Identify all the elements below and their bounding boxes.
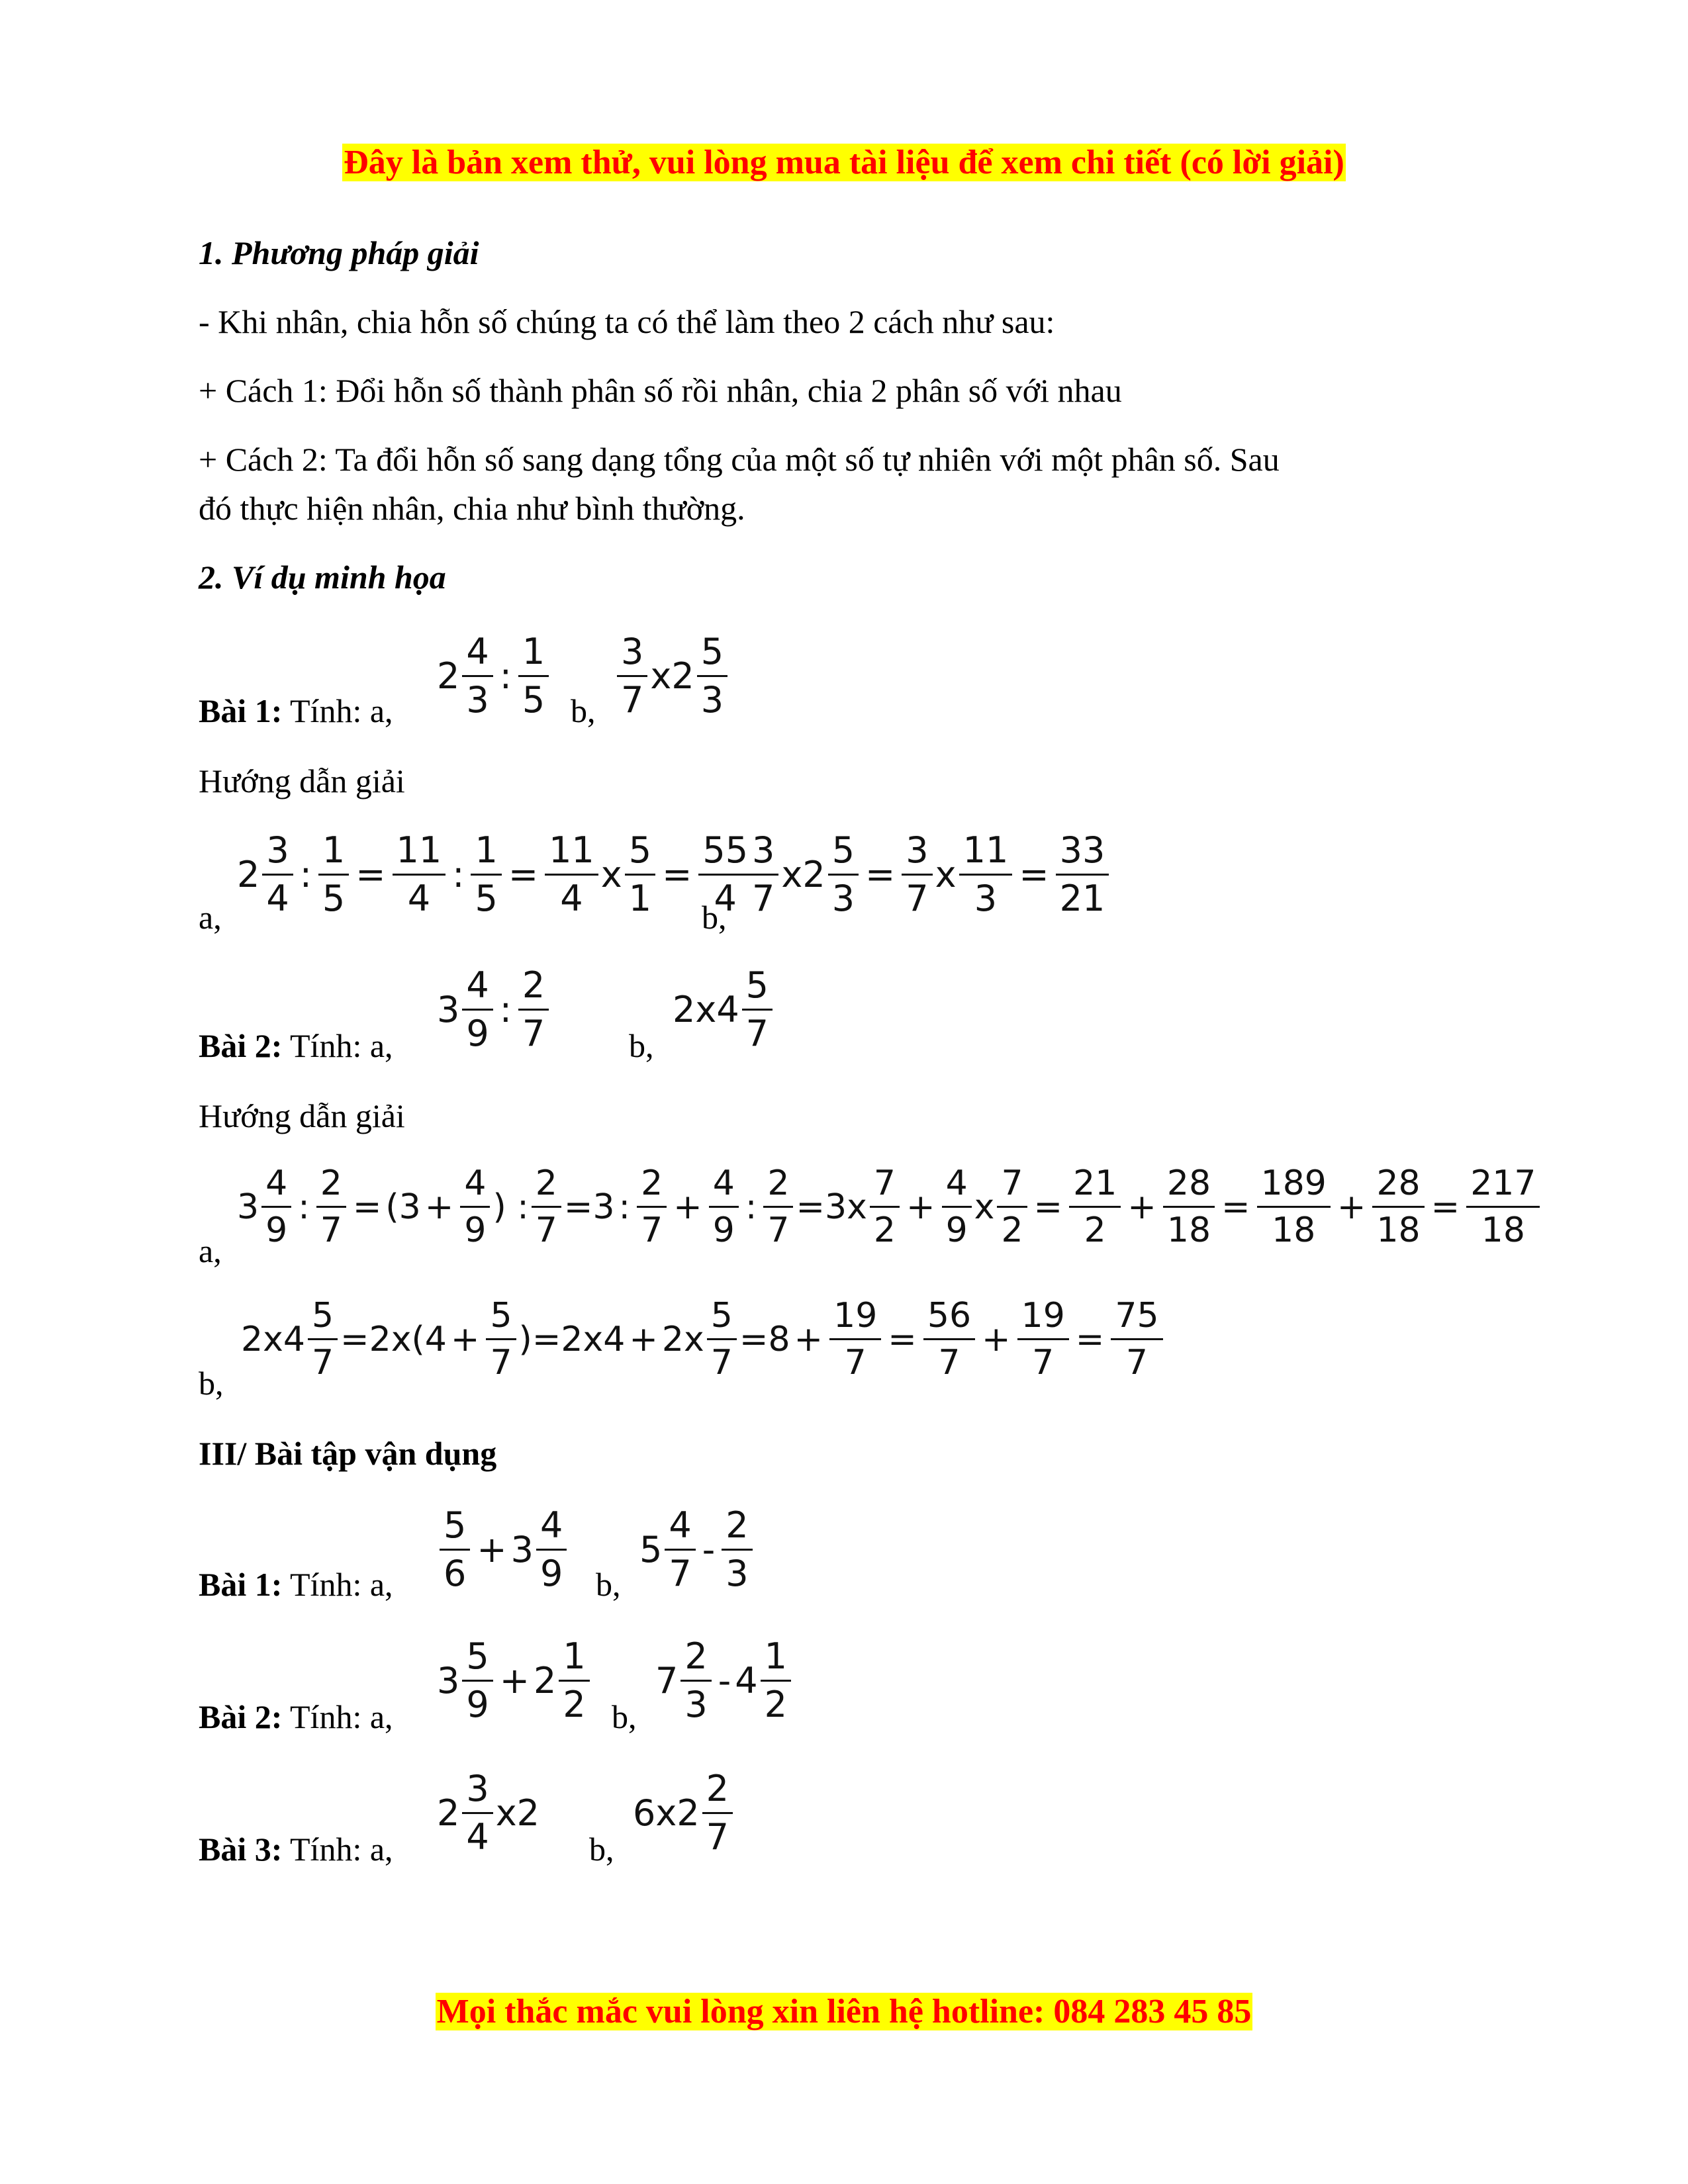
practice-3b-expression: 6x2 $\frac{2}{7}$ [633,1771,735,1855]
hotline-banner-text: Mọi thắc mắc vui lòng xin liên hệ hotline: 084 283 45 85 [436,1993,1252,2030]
example-1a-solution: 2 $\frac{3}{4}$ : $\frac{1}{5}$ = $\frac{11}{4}$ : $\frac{1}{5}$ = $\frac{11}{4}$ x $\frac{5}{1}$ = $\frac{55}{4}$ [237,833,755,917]
practice-3-label: Bài 3: [199,1831,283,1868]
fraction: $\frac{1}{2}$ [761,1639,791,1723]
fraction: $\frac{3}{7}$ [748,833,778,917]
example-1-label: Bài 1: [199,692,283,729]
fraction: $\frac{19}{7}$ [1017,1298,1069,1380]
example-2a-solution: 3 $\frac{4}{9}$ : $\frac{2}{7}$ = (3 + $\frac{4}{9}$ ) : $\frac{2}{7}$ =3 : $\frac{2}{7}$ + $\frac{4}{9}$ : $\frac{2}{7}$ =3x $\frac{7}{2}$ + $\frac{4}{9}$ x $\frac{7}{2}$ = $\frac{21}{2}$ + $\frac{28}{18}$ = $\frac{189}{18}$ + $\frac{28}{18}$ = $\frac{217}{18}$ [237,1166,1542,1248]
fraction: $\frac{21}{2}$ [1069,1166,1121,1248]
part-a-label: a, [199,1232,222,1269]
tinh-a-label: Tính: a, [290,1698,393,1735]
fraction: $\frac{1}{5}$ [518,634,549,718]
section-example-title: 2. Ví dụ minh họa [199,559,446,596]
practice-2-label: Bài 2: [199,1698,283,1735]
part-b-label: b, [596,1566,621,1603]
fraction: $\frac{4}{9}$ [942,1166,972,1248]
example-2b-solution: 2x4 $\frac{5}{7}$ =2x (4 + $\frac{5}{7}$ ) =2x4 + 2x $\frac{5}{7}$ =8 + $\frac{19}{7}$ = $\frac{56}{7}$ + $\frac{19}{7}$ = $\frac{75}{7}$ [241,1298,1166,1380]
method-2-line-1: + Cách 2: Ta đổi hỗn số sang dạng tổng của một số tự nhiên với một phân số. Sau [199,441,1280,478]
fraction: $\frac{3}{7}$ [902,833,932,917]
practice-2b-expression: 7 $\frac{2}{3}$ - 4 $\frac{1}{2}$ [655,1639,794,1723]
fraction: $\frac{3}{4}$ [262,833,293,917]
fraction: $\frac{5}{1}$ [625,833,655,917]
guide-label-1: Hướng dẫn giải [199,762,405,799]
practice-1b-expression: 5 $\frac{4}{7}$ - $\frac{2}{3}$ [639,1508,755,1592]
practice-3a-expression: 2 $\frac{3}{4}$ x2 [437,1768,540,1858]
practice-2a-expression: 3 $\frac{5}{9}$ + 2 $\frac{1}{2}$ [437,1639,592,1723]
part-a-label: a, [199,899,222,936]
fraction: $\frac{28}{18}$ [1372,1166,1424,1248]
fraction: $\frac{11}{4}$ [393,833,446,917]
part-b-label: b, [612,1698,637,1735]
fraction: $\frac{4}{9}$ [536,1508,567,1592]
tinh-a-label: Tính: a, [290,1831,393,1868]
part-b-label: b, [589,1831,614,1868]
example-2a-expression: 3 $\frac{4}{9}$ : $\frac{2}{7}$ [437,968,551,1052]
fraction: $\frac{2}{7}$ [637,1166,667,1248]
fraction: $\frac{4}{9}$ [261,1166,291,1248]
example-2b-expression: 2x4 $\frac{5}{7}$ [673,968,775,1052]
fraction: $\frac{11}{3}$ [959,833,1013,917]
fraction: $\frac{5}{7}$ [486,1298,516,1380]
method-intro: - Khi nhân, chia hỗn số chúng ta có thể làm theo 2 cách như sau: [199,303,1055,340]
fraction: $\frac{5}{7}$ [707,1298,737,1380]
preview-banner [0,143,1688,183]
fraction: $\frac{28}{18}$ [1163,1166,1215,1248]
part-b-label: b, [199,1365,224,1402]
method-2-line-2: đó thực hiện nhân, chia như bình thường. [199,490,745,527]
fraction: $\frac{19}{7}$ [829,1298,881,1380]
example-1-prompt [199,691,393,731]
guide-label-2: Hướng dẫn giải [199,1097,405,1134]
fraction: $\frac{5}{6}$ [440,1508,470,1592]
fraction: $\frac{189}{18}$ [1257,1166,1331,1248]
fraction: $\frac{3}{4}$ [462,1771,492,1855]
example-1b-expression: $\frac{3}{7}$ x2 $\frac{5}{3}$ [614,634,730,718]
fraction: $\frac{4}{3}$ [462,634,492,718]
fraction: $\frac{5}{3}$ [828,833,859,917]
fraction: $\frac{4}{9}$ [460,1166,490,1248]
practice-1-label: Bài 1: [199,1566,283,1603]
fraction: $\frac{4}{9}$ [462,968,492,1052]
tinh-a-label: Tính: a, [290,1566,393,1603]
fraction: $\frac{217}{18}$ [1466,1166,1540,1248]
fraction: $\frac{2}{7}$ [316,1166,346,1248]
fraction: $\frac{5}{9}$ [462,1639,492,1723]
fraction: $\frac{33}{21}$ [1056,833,1109,917]
fraction: $\frac{7}{2}$ [870,1166,900,1248]
fraction: $\frac{56}{7}$ [923,1298,975,1380]
tinh-a-label: Tính: a, [290,692,393,729]
fraction: $\frac{2}{7}$ [702,1771,733,1855]
fraction: $\frac{1}{5}$ [471,833,501,917]
fraction: $\frac{2}{7}$ [763,1166,793,1248]
fraction: $\frac{75}{7}$ [1111,1298,1162,1380]
fraction: $\frac{11}{4}$ [545,833,598,917]
fraction: $\frac{5}{3}$ [697,634,727,718]
practice-3-prompt [199,1829,393,1869]
fraction: $\frac{5}{7}$ [308,1298,338,1380]
preview-banner-text: Đây là bản xem thử, vui lòng mua tài liệu để xem chi tiết (có lời giải) [344,144,1344,181]
fraction: $\frac{2}{3}$ [680,1639,711,1723]
fraction: $\frac{2}{7}$ [518,968,549,1052]
practice-1a-expression: $\frac{5}{6}$ + 3 $\frac{4}{9}$ [437,1508,569,1592]
method-1: + Cách 1: Đổi hỗn số thành phân số rồi nhân, chia 2 phân số với nhau [199,372,1122,409]
tinh-a-label: Tính: a, [290,1027,393,1064]
fraction: $\frac{5}{7}$ [742,968,773,1052]
fraction: $\frac{1}{2}$ [559,1639,589,1723]
practice-2-prompt [199,1697,393,1737]
fraction: $\frac{4}{9}$ [709,1166,739,1248]
example-1a-expression: 2 $\frac{4}{3}$ : $\frac{1}{5}$ [437,634,551,718]
hotline-banner [0,1992,1688,2032]
fraction: $\frac{7}{2}$ [997,1166,1027,1248]
example-2-prompt [199,1026,393,1066]
practice-1-prompt [199,1565,393,1604]
fraction: $\frac{4}{7}$ [665,1508,695,1592]
section-practice-title: III/ Bài tập vận dụng [199,1435,497,1472]
fraction: $\frac{55}{4}$ [698,833,752,917]
example-1b-solution: $\frac{3}{7}$ x2 $\frac{5}{3}$ = $\frac{3}{7}$ x $\frac{11}{3}$ = $\frac{33}{21}$ [745,833,1111,917]
fraction: $\frac{1}{5}$ [318,833,349,917]
part-b-label: b, [702,899,727,936]
example-2-label: Bài 2: [199,1027,283,1064]
part-b-label: b, [571,692,596,729]
fraction: $\frac{2}{7}$ [532,1166,561,1248]
section-method-title: 1. Phương pháp giải [199,234,479,271]
part-b-label: b, [629,1027,654,1064]
fraction: $\frac{2}{3}$ [722,1508,752,1592]
fraction: $\frac{3}{7}$ [617,634,647,718]
